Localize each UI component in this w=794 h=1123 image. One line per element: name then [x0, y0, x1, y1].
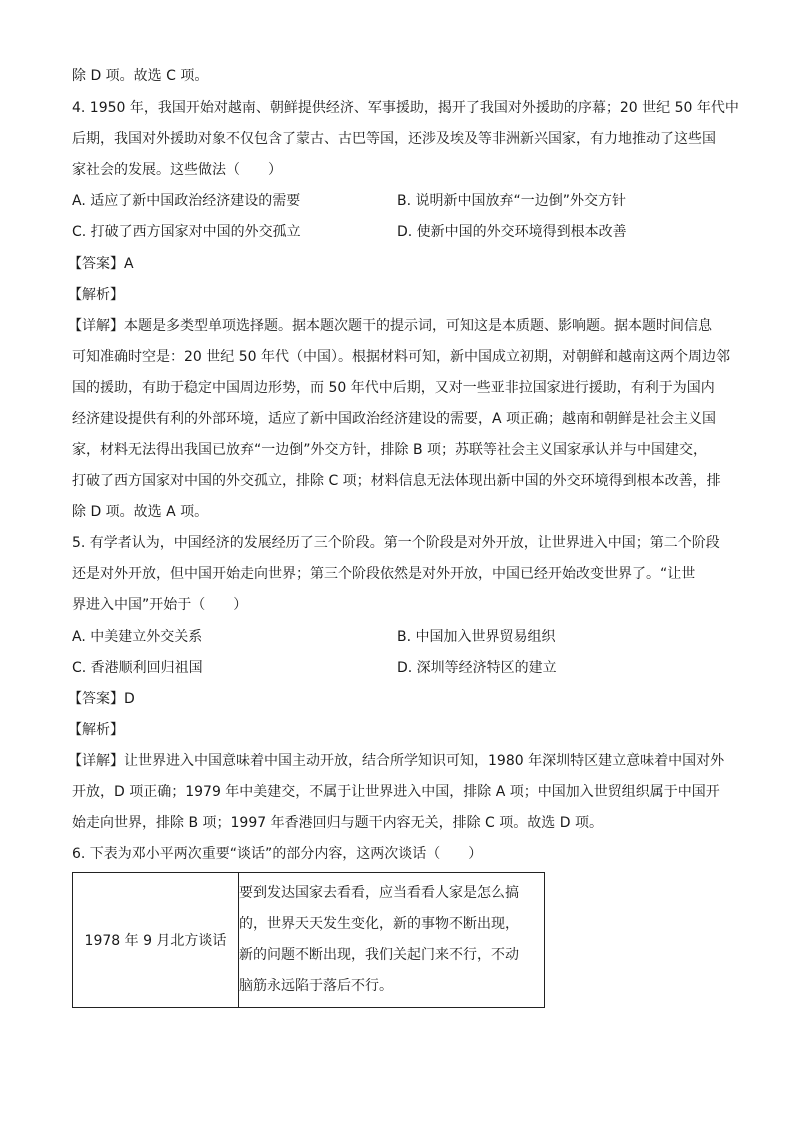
q4-stem-line-3: 家社会的发展。这些做法（ ）	[72, 162, 282, 178]
talk-content-line-2: 的，世界天天发生变化，新的事物不断出现，	[239, 916, 519, 932]
table-cell-content	[239, 873, 545, 1008]
q5-detail-line-2: 开放，D 项正确；1979 年中美建交，不属于让世界进入中国，排除 A 项；中国加入世贸组织属于中国开	[72, 784, 720, 800]
q5-option-a: A. 中美建立外交关系	[72, 629, 203, 645]
q5-detail-line-3: 始走向世界，排除 B 项；1997 年香港回归与题干内容无关，排除 C 项。故选 D 项。	[72, 815, 603, 831]
table-row	[73, 873, 545, 1008]
q4-option-a: A. 适应了新中国政治经济建设的需要	[72, 193, 301, 209]
q4-detail-line-4: 经济建设提供有利的外部环境，适应了新中国政治经济建设的需要，A 项正确；越南和朝鲜是社会主义国	[72, 411, 717, 427]
q5-option-b: B. 中国加入世界贸易组织	[397, 629, 556, 645]
q4-analysis-label: 【解析】	[68, 287, 124, 303]
table-cell-date	[73, 873, 239, 1008]
q4-detail-line-3: 国的援助，有助于稳定中国周边形势，而 50 年代中后期，又对一些亚非拉国家进行援助，有利于为国内	[72, 380, 715, 396]
talk-content-line-1: 要到发达国家去看看，应当看看人家是怎么搞	[239, 885, 519, 901]
q5-analysis-label: 【解析】	[68, 722, 124, 738]
q4-detail-line-1: 【详解】本题是多类型单项选择题。据本题次题干的提示词，可知这是本质题、影响题。据本题时间信息	[68, 318, 712, 334]
talk-date-label: 1978 年 9 月北方谈话	[84, 933, 227, 949]
q4-detail-line-5: 家，材料无法得出我国已放弃“一边倒”外交方针，排除 B 项；苏联等社会主义国家承认并与中国建交，	[72, 442, 708, 458]
q5-stem-line-2: 还是对外开放，但中国开始走向世界；第三个阶段依然是对外开放，中国已经开始改变世界了。“让世	[72, 566, 696, 582]
prev-answer-line: 除 D 项。故选 C 项。	[72, 68, 209, 84]
q6-talks-table	[72, 872, 545, 1008]
q4-option-b: B. 说明新中国放弃“一边倒”外交方针	[397, 193, 627, 209]
q5-stem-line-1: 5. 有学者认为，中国经济的发展经历了三个阶段。第一个阶段是对外开放，让世界进入中国；第二个阶段	[72, 535, 720, 551]
q6-stem: 6. 下表为邓小平两次重要“谈话”的部分内容，这两次谈话（ ）	[72, 846, 483, 862]
q4-answer: 【答案】A	[68, 256, 134, 272]
q4-stem-line-2: 后期，我国对外援助对象不仅包含了蒙古、古巴等国，还涉及埃及等非洲新兴国家，有力地推动了这些国	[72, 131, 716, 147]
q5-option-d: D. 深圳等经济特区的建立	[397, 660, 557, 676]
q4-detail-line-7: 除 D 项。故选 A 项。	[72, 504, 209, 520]
q4-option-d: D. 使新中国的外交环境得到根本改善	[397, 224, 627, 240]
talk-content-line-3: 新的问题不断出现，我们关起门来不行，不动	[239, 947, 519, 963]
q4-stem-line-1: 4. 1950 年，我国开始对越南、朝鲜提供经济、军事援助，揭开了我国对外援助的序幕；20 世纪 50 年代中	[72, 100, 739, 116]
q5-detail-line-1: 【详解】让世界进入中国意味着中国主动开放，结合所学知识可知，1980 年深圳特区建立意味着中国对外	[68, 753, 725, 769]
q5-option-c: C. 香港顺利回归祖国	[72, 660, 203, 676]
talk-content-line-4: 脑筋永远陷于落后不行。	[239, 978, 393, 994]
q5-answer: 【答案】D	[68, 691, 135, 707]
q4-detail-line-2: 可知准确时空是：20 世纪 50 年代（中国）。根据材料可知，新中国成立初期，对朝鲜和越南这两个周边邻	[72, 349, 730, 365]
q4-option-c: C. 打破了西方国家对中国的外交孤立	[72, 224, 301, 240]
q5-stem-line-3: 界进入中国”开始于（ ）	[72, 597, 248, 613]
q4-detail-line-6: 打破了西方国家对中国的外交孤立，排除 C 项；材料信息无法体现出新中国的外交环境得到根本改善，排	[72, 473, 721, 489]
